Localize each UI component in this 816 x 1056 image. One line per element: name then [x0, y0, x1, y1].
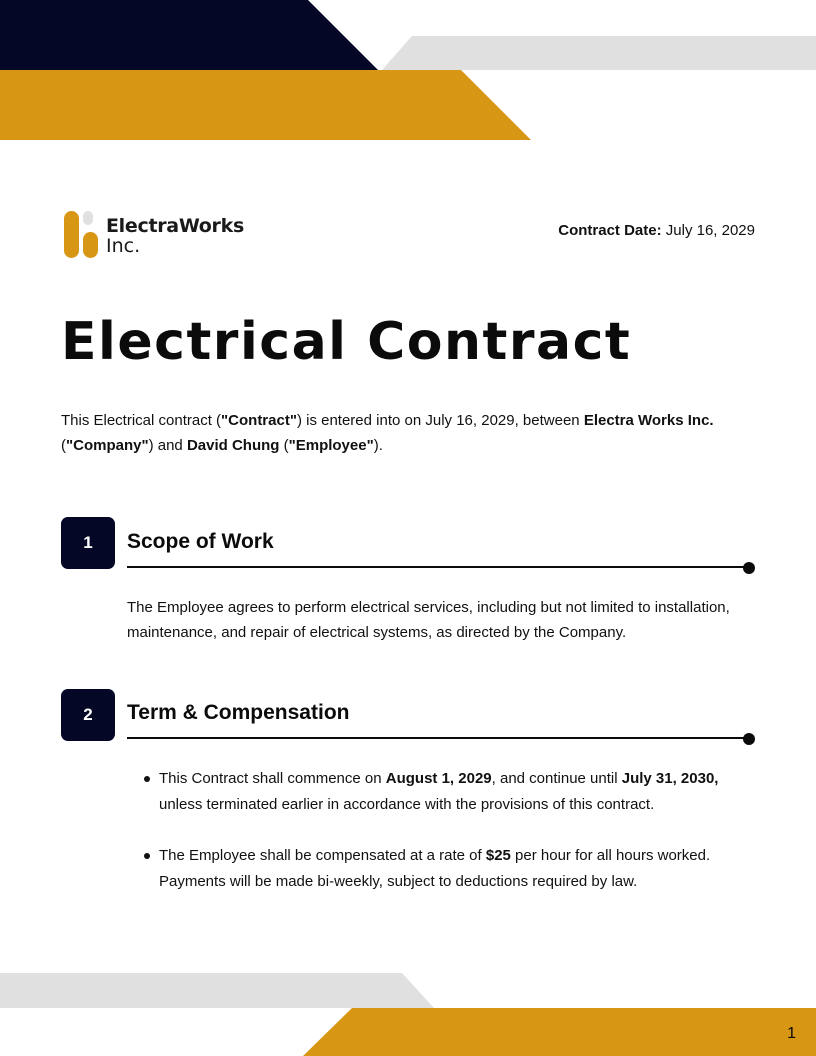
bullet-text: The Employee shall be compensated at a rate of: [159, 847, 486, 864]
intro-term-company: "Company": [66, 437, 149, 454]
list-item: [159, 843, 759, 895]
header-decoration: [0, 0, 816, 140]
section-title: Scope of Work: [127, 530, 274, 553]
list-item: [159, 766, 759, 818]
intro-text: (: [61, 437, 66, 454]
bullet-text: per hour for all hours worked. Payments will be made bi-weekly, subject to deductions required by law.: [159, 847, 711, 890]
bullet-text: , and continue until: [491, 770, 622, 787]
logo-name: ElectraWorks: [106, 215, 244, 237]
gold-band-bottom: [303, 1008, 816, 1056]
intro-term-employee: "Employee": [288, 437, 374, 454]
end-date: July 31, 2030,: [621, 770, 719, 787]
section-title: Term & Compensation: [127, 701, 350, 724]
intro-text: ) and: [148, 437, 187, 454]
electraworks-logo-icon: [64, 209, 98, 259]
intro-company-name: Electra Works Inc.: [583, 412, 714, 429]
section-number-badge: 2: [61, 689, 115, 741]
section-divider-dot: [743, 562, 755, 574]
grey-band-top: [382, 36, 816, 70]
contract-date-label: Contract Date:: [558, 222, 662, 239]
term-compensation-list: [159, 766, 759, 920]
intro-employee-name: David Chung: [186, 437, 280, 454]
section-divider-dot: [743, 733, 755, 745]
company-logo: [64, 209, 244, 259]
footer-decoration: [0, 973, 816, 1056]
grey-band-bottom: [0, 973, 434, 1008]
contract-date-value: July 16, 2029: [665, 222, 755, 239]
start-date: August 1, 2029: [385, 770, 492, 787]
gold-band-top: [0, 70, 531, 140]
page-number: 1: [787, 1025, 796, 1042]
bullet-text: This Contract shall commence on: [159, 770, 386, 787]
intro-paragraph: [61, 408, 761, 458]
intro-term-contract: "Contract": [221, 412, 297, 429]
section-divider: [127, 737, 745, 739]
scope-of-work-text: The Employee agrees to perform electrical services, including but not limited to installation, maintenance, and repair of electrical systems, as directed by the Company.: [127, 599, 730, 641]
intro-text: ) is entered into on July 16, 2029, between: [296, 412, 584, 429]
bullet-text: unless terminated earlier in accordance with the provisions of this contract.: [159, 796, 655, 813]
section-divider: [127, 566, 745, 568]
navy-band-top: [0, 0, 378, 70]
intro-text: ).: [373, 437, 383, 454]
intro-text: This Electrical contract (: [61, 412, 222, 429]
intro-text: (: [279, 437, 289, 454]
section-number-badge: 1: [61, 517, 115, 569]
hourly-rate: $25: [485, 847, 511, 864]
contract-date: [558, 222, 755, 239]
page-title: Electrical Contract: [61, 312, 632, 372]
logo-suffix: Inc.: [106, 234, 141, 257]
